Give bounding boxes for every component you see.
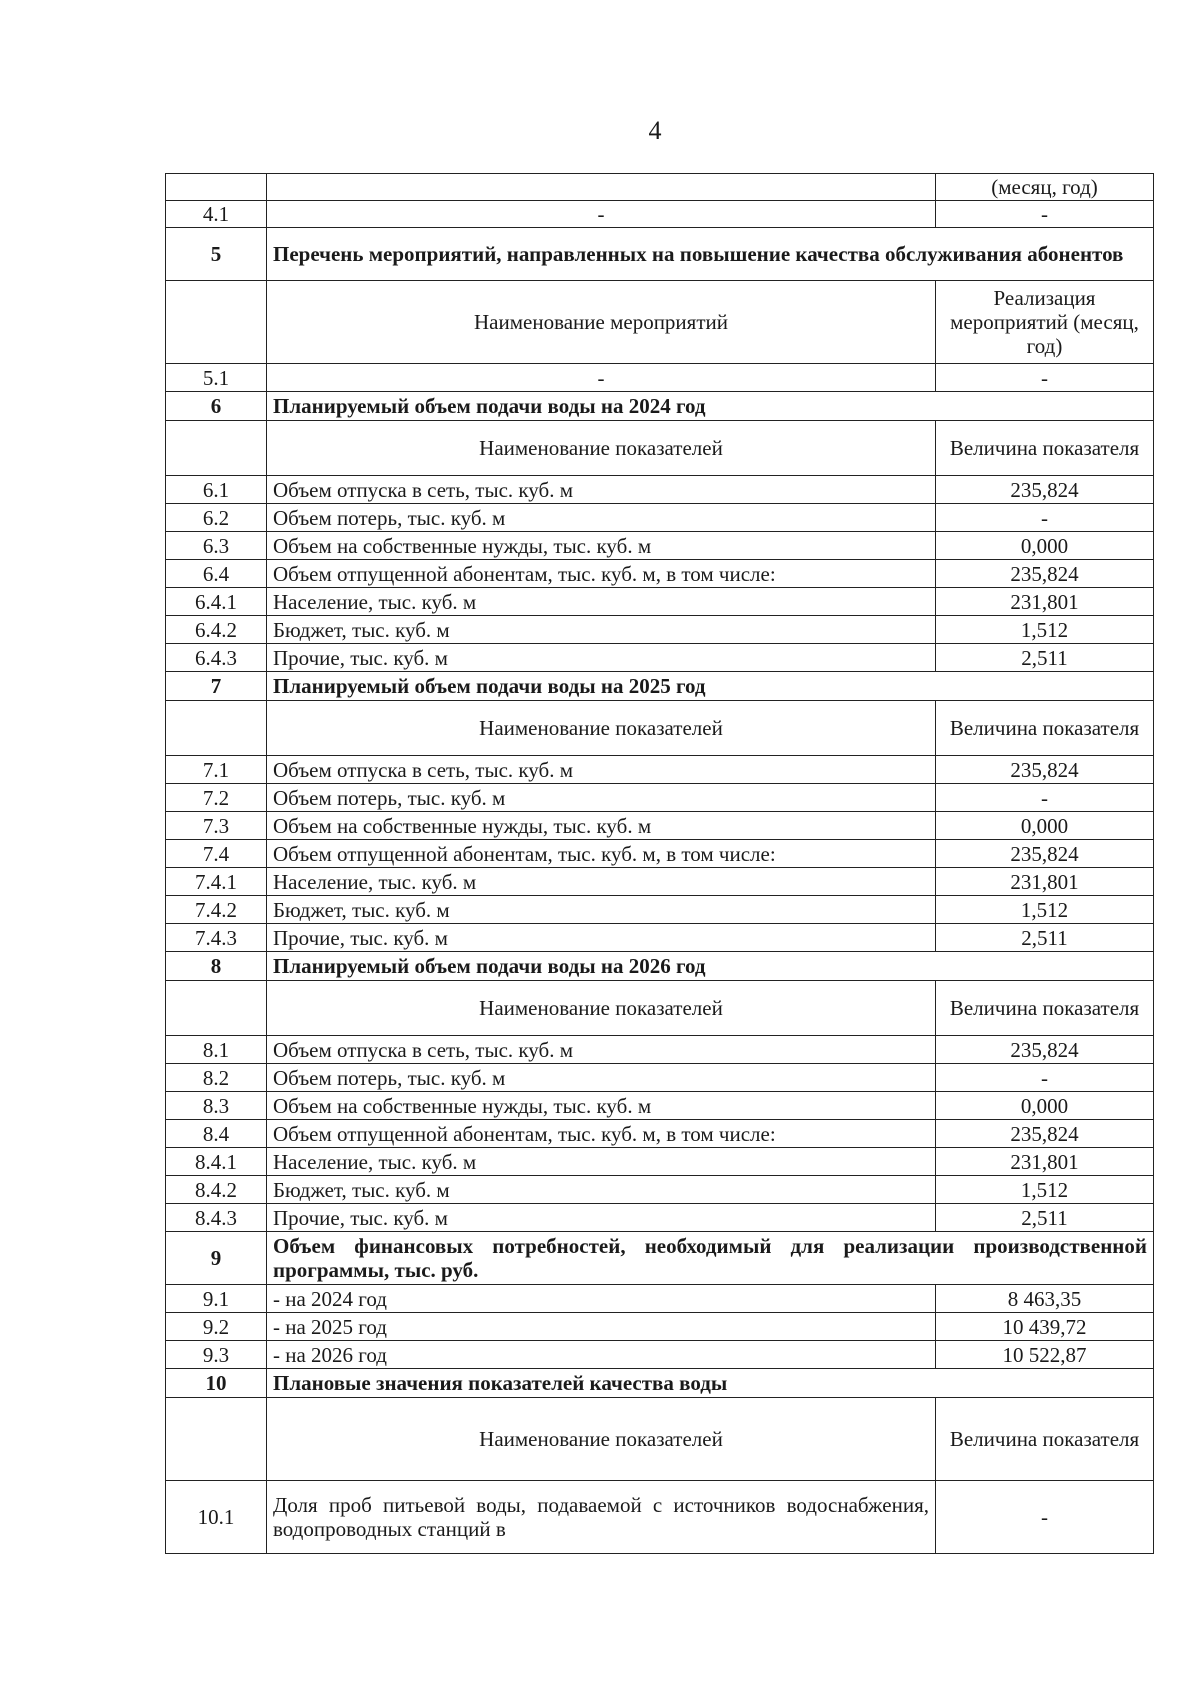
indicator-value: Величина показателя bbox=[936, 1398, 1154, 1481]
page-number: 4 bbox=[648, 116, 662, 145]
row-number: 10 bbox=[166, 1369, 267, 1398]
table-row bbox=[166, 364, 1154, 392]
table-row bbox=[166, 421, 1154, 476]
indicator-value: 231,801 bbox=[936, 868, 1154, 896]
row-number: 8.4.2 bbox=[166, 1176, 267, 1204]
row-number: 5.1 bbox=[166, 364, 267, 392]
indicator-name: Наименование показателей bbox=[267, 981, 936, 1036]
row-number: 7.3 bbox=[166, 812, 267, 840]
row-number: 8.3 bbox=[166, 1092, 267, 1120]
indicator-value: Величина показателя bbox=[936, 421, 1154, 476]
section-title: Планируемый объем подачи воды на 2025 год bbox=[267, 672, 1154, 701]
row-number: 7 bbox=[166, 672, 267, 701]
table-row bbox=[166, 1092, 1154, 1120]
indicator-name: Объем отпуска в сеть, тыс. куб. м bbox=[267, 1036, 936, 1064]
table-row bbox=[166, 1176, 1154, 1204]
indicator-name: Наименование показателей bbox=[267, 1398, 936, 1481]
section-row bbox=[166, 228, 1154, 281]
indicator-value: - bbox=[936, 364, 1154, 392]
table-row bbox=[166, 1120, 1154, 1148]
table-row bbox=[166, 476, 1154, 504]
indicator-value: 235,824 bbox=[936, 840, 1154, 868]
indicator-name: Объем отпуска в сеть, тыс. куб. м bbox=[267, 476, 936, 504]
table-row bbox=[166, 174, 1154, 201]
indicator-value: 8 463,35 bbox=[936, 1285, 1154, 1313]
section-row bbox=[166, 392, 1154, 421]
indicator-value: 10 439,72 bbox=[936, 1313, 1154, 1341]
indicator-name: Объем потерь, тыс. куб. м bbox=[267, 504, 936, 532]
table-row bbox=[166, 756, 1154, 784]
table-row bbox=[166, 868, 1154, 896]
indicator-name: - bbox=[267, 364, 936, 392]
row-number: 7.1 bbox=[166, 756, 267, 784]
row-number: 8.4.1 bbox=[166, 1148, 267, 1176]
row-number: 8.4 bbox=[166, 1120, 267, 1148]
table-row bbox=[166, 1148, 1154, 1176]
indicator-value: 231,801 bbox=[936, 588, 1154, 616]
indicator-name: - bbox=[267, 201, 936, 228]
indicator-name: Бюджет, тыс. куб. м bbox=[267, 616, 936, 644]
row-number bbox=[166, 1398, 267, 1481]
table-row bbox=[166, 784, 1154, 812]
section-row bbox=[166, 1232, 1154, 1285]
row-number: 7.4.1 bbox=[166, 868, 267, 896]
indicator-value: 1,512 bbox=[936, 1176, 1154, 1204]
row-number: 10.1 bbox=[166, 1481, 267, 1554]
indicator-value: 0,000 bbox=[936, 812, 1154, 840]
indicator-value: 231,801 bbox=[936, 1148, 1154, 1176]
table-row bbox=[166, 504, 1154, 532]
table-row bbox=[166, 701, 1154, 756]
row-number: 7.4.3 bbox=[166, 924, 267, 952]
row-number: 9 bbox=[166, 1232, 267, 1285]
table-row bbox=[166, 1313, 1154, 1341]
row-number: 6.3 bbox=[166, 532, 267, 560]
row-number: 4.1 bbox=[166, 201, 267, 228]
table-row bbox=[166, 1481, 1154, 1554]
indicator-value: Величина показателя bbox=[936, 701, 1154, 756]
table-row bbox=[166, 644, 1154, 672]
table-row bbox=[166, 281, 1154, 364]
section-row bbox=[166, 1369, 1154, 1398]
row-number: 9.1 bbox=[166, 1285, 267, 1313]
indicator-name: Объем потерь, тыс. куб. м bbox=[267, 784, 936, 812]
row-number: 6 bbox=[166, 392, 267, 421]
indicator-name: - на 2024 год bbox=[267, 1285, 936, 1313]
indicator-name: Объем отпущенной абонентам, тыс. куб. м, в том числе: bbox=[267, 1120, 936, 1148]
indicator-value: 2,511 bbox=[936, 924, 1154, 952]
table-row bbox=[166, 588, 1154, 616]
row-number: 7.4.2 bbox=[166, 896, 267, 924]
row-number bbox=[166, 174, 267, 201]
row-number bbox=[166, 421, 267, 476]
indicator-name: - на 2026 год bbox=[267, 1341, 936, 1369]
indicator-value: - bbox=[936, 504, 1154, 532]
row-number: 9.3 bbox=[166, 1341, 267, 1369]
indicator-value: 235,824 bbox=[936, 560, 1154, 588]
row-number: 6.1 bbox=[166, 476, 267, 504]
table-row bbox=[166, 532, 1154, 560]
section-row bbox=[166, 672, 1154, 701]
row-number: 6.2 bbox=[166, 504, 267, 532]
table-row bbox=[166, 560, 1154, 588]
table-row bbox=[166, 981, 1154, 1036]
indicator-name: Прочие, тыс. куб. м bbox=[267, 1204, 936, 1232]
row-number: 8.1 bbox=[166, 1036, 267, 1064]
indicator-name: Наименование показателей bbox=[267, 701, 936, 756]
table-row bbox=[166, 616, 1154, 644]
section-title: Объем финансовых потребностей, необходимый для реализации производственной программы, тыс. руб. bbox=[267, 1232, 1154, 1285]
indicator-value: 10 522,87 bbox=[936, 1341, 1154, 1369]
indicator-value: 0,000 bbox=[936, 532, 1154, 560]
indicator-name: Население, тыс. куб. м bbox=[267, 588, 936, 616]
indicator-name: - на 2025 год bbox=[267, 1313, 936, 1341]
table-row bbox=[166, 812, 1154, 840]
indicator-name: Объем на собственные нужды, тыс. куб. м bbox=[267, 812, 936, 840]
indicator-name: Бюджет, тыс. куб. м bbox=[267, 896, 936, 924]
table-row bbox=[166, 1064, 1154, 1092]
table-row bbox=[166, 1398, 1154, 1481]
section-title: Плановые значения показателей качества воды bbox=[267, 1369, 1154, 1398]
indicator-value: 235,824 bbox=[936, 1120, 1154, 1148]
row-number bbox=[166, 981, 267, 1036]
row-number: 5 bbox=[166, 228, 267, 281]
row-number: 8.2 bbox=[166, 1064, 267, 1092]
indicator-value: Реализация мероприятий (месяц, год) bbox=[936, 281, 1154, 364]
indicator-name: Доля проб питьевой воды, подаваемой с источников водоснабжения, водопроводных станций в bbox=[267, 1481, 936, 1554]
row-number: 6.4.3 bbox=[166, 644, 267, 672]
indicator-value: Величина показателя bbox=[936, 981, 1154, 1036]
indicator-value: - bbox=[936, 784, 1154, 812]
table-row bbox=[166, 1036, 1154, 1064]
row-number: 9.2 bbox=[166, 1313, 267, 1341]
production-program-table bbox=[165, 173, 1154, 1554]
section-title: Планируемый объем подачи воды на 2024 год bbox=[267, 392, 1154, 421]
row-number: 6.4.2 bbox=[166, 616, 267, 644]
row-number: 7.2 bbox=[166, 784, 267, 812]
indicator-name: Бюджет, тыс. куб. м bbox=[267, 1176, 936, 1204]
indicator-name: Население, тыс. куб. м bbox=[267, 1148, 936, 1176]
row-number: 8.4.3 bbox=[166, 1204, 267, 1232]
indicator-name: Население, тыс. куб. м bbox=[267, 868, 936, 896]
table-row bbox=[166, 896, 1154, 924]
section-row bbox=[166, 952, 1154, 981]
indicator-value: - bbox=[936, 1064, 1154, 1092]
indicator-name: Объем на собственные нужды, тыс. куб. м bbox=[267, 532, 936, 560]
indicator-name bbox=[267, 174, 936, 201]
table-row bbox=[166, 1204, 1154, 1232]
indicator-value: 235,824 bbox=[936, 1036, 1154, 1064]
indicator-value: (месяц, год) bbox=[936, 174, 1154, 201]
indicator-value: - bbox=[936, 1481, 1154, 1554]
indicator-name: Объем на собственные нужды, тыс. куб. м bbox=[267, 1092, 936, 1120]
row-number: 7.4 bbox=[166, 840, 267, 868]
table-row bbox=[166, 201, 1154, 228]
row-number bbox=[166, 701, 267, 756]
indicator-name: Прочие, тыс. куб. м bbox=[267, 644, 936, 672]
indicator-value: 1,512 bbox=[936, 616, 1154, 644]
indicator-name: Прочие, тыс. куб. м bbox=[267, 924, 936, 952]
indicator-name: Наименование мероприятий bbox=[267, 281, 936, 364]
indicator-name: Объем отпущенной абонентам, тыс. куб. м, в том числе: bbox=[267, 560, 936, 588]
table-row bbox=[166, 840, 1154, 868]
table-row bbox=[166, 924, 1154, 952]
indicator-value: 235,824 bbox=[936, 476, 1154, 504]
row-number: 8 bbox=[166, 952, 267, 981]
indicator-value: 0,000 bbox=[936, 1092, 1154, 1120]
indicator-name: Объем отпуска в сеть, тыс. куб. м bbox=[267, 756, 936, 784]
indicator-value: 2,511 bbox=[936, 644, 1154, 672]
indicator-name: Объем потерь, тыс. куб. м bbox=[267, 1064, 936, 1092]
indicator-name: Объем отпущенной абонентам, тыс. куб. м, в том числе: bbox=[267, 840, 936, 868]
indicator-value: 2,511 bbox=[936, 1204, 1154, 1232]
table-row bbox=[166, 1341, 1154, 1369]
indicator-value: - bbox=[936, 201, 1154, 228]
row-number bbox=[166, 281, 267, 364]
indicator-value: 1,512 bbox=[936, 896, 1154, 924]
section-title: Перечень мероприятий, направленных на повышение качества обслуживания абонентов bbox=[267, 228, 1154, 281]
row-number: 6.4 bbox=[166, 560, 267, 588]
indicator-value: 235,824 bbox=[936, 756, 1154, 784]
row-number: 6.4.1 bbox=[166, 588, 267, 616]
section-title: Планируемый объем подачи воды на 2026 год bbox=[267, 952, 1154, 981]
table-row bbox=[166, 1285, 1154, 1313]
indicator-name: Наименование показателей bbox=[267, 421, 936, 476]
